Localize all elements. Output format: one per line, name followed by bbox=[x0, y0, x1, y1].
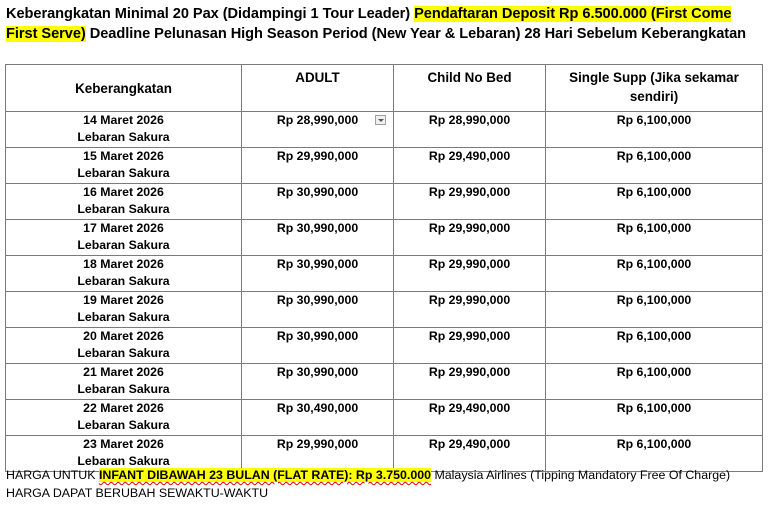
departure-label: Lebaran Sakura bbox=[77, 274, 170, 288]
single-supp-price-cell: Rp 6,100,000 bbox=[546, 292, 763, 328]
table-row bbox=[6, 256, 763, 292]
adult-price-cell bbox=[242, 184, 394, 220]
footer-suffix: Malaysia Airlines (Tipping Mandatory Free Of Charge) bbox=[431, 468, 731, 482]
table-row bbox=[6, 292, 763, 328]
adult-price-cell bbox=[242, 148, 394, 184]
single-supp-price-cell: Rp 6,100,000 bbox=[546, 256, 763, 292]
col-header-single-supp: Single Supp (Jika sekamar sendiri) bbox=[546, 65, 763, 112]
departure-date: 14 Maret 2026 bbox=[83, 113, 164, 127]
child-no-bed-price-cell: Rp 29,990,000 bbox=[394, 328, 546, 364]
departure-label: Lebaran Sakura bbox=[77, 346, 170, 360]
child-no-bed-price-cell: Rp 29,490,000 bbox=[394, 148, 546, 184]
table-row bbox=[6, 148, 763, 184]
adult-price: Rp 28,990,000 bbox=[276, 113, 359, 127]
single-supp-price-cell: Rp 6,100,000 bbox=[546, 112, 763, 148]
departure-label: Lebaran Sakura bbox=[77, 310, 170, 324]
adult-price: Rp 29,990,000 bbox=[276, 437, 359, 451]
price-change-note: HARGA DAPAT BERUBAH SEWAKTU-WAKTU bbox=[6, 486, 269, 500]
departure-date: 19 Maret 2026 bbox=[83, 293, 164, 307]
single-supp-price-cell: Rp 6,100,000 bbox=[546, 184, 763, 220]
departure-cell bbox=[6, 292, 242, 328]
departure-date: 23 Maret 2026 bbox=[83, 437, 164, 451]
price-table bbox=[5, 64, 763, 472]
departure-date: 15 Maret 2026 bbox=[83, 149, 164, 163]
table-row bbox=[6, 220, 763, 256]
table-header-row bbox=[6, 65, 763, 112]
col-header-adult: ADULT bbox=[242, 65, 394, 112]
table-row bbox=[6, 112, 763, 148]
adult-price: Rp 30,990,000 bbox=[276, 365, 359, 379]
child-no-bed-price-cell: Rp 29,990,000 bbox=[394, 184, 546, 220]
chevron-down-icon[interactable] bbox=[375, 115, 386, 125]
child-no-bed-price-cell: Rp 29,490,000 bbox=[394, 400, 546, 436]
departure-label: Lebaran Sakura bbox=[77, 130, 170, 144]
departure-cell bbox=[6, 364, 242, 400]
deposit-highlight: Pendaftaran Deposit Rp 6.500.000 (First Come First Serve) bbox=[6, 6, 732, 42]
adult-price: Rp 29,990,000 bbox=[276, 149, 359, 163]
child-no-bed-price-cell: Rp 28,990,000 bbox=[394, 112, 546, 148]
child-no-bed-price-cell: Rp 29,490,000 bbox=[394, 436, 546, 472]
departure-cell bbox=[6, 328, 242, 364]
child-no-bed-price-cell: Rp 29,990,000 bbox=[394, 220, 546, 256]
adult-price: Rp 30,990,000 bbox=[276, 221, 359, 235]
single-supp-price-cell: Rp 6,100,000 bbox=[546, 436, 763, 472]
table-row bbox=[6, 328, 763, 364]
infant-price-note bbox=[6, 467, 766, 484]
departure-label: Lebaran Sakura bbox=[77, 418, 170, 432]
adult-price-cell bbox=[242, 220, 394, 256]
departure-date: 18 Maret 2026 bbox=[83, 257, 164, 271]
departure-label: Lebaran Sakura bbox=[77, 238, 170, 252]
single-supp-price-cell: Rp 6,100,000 bbox=[546, 400, 763, 436]
header-text-1: Keberangkatan Minimal 20 Pax (Didampingi 1 Tour Leader) bbox=[6, 6, 415, 22]
departure-date: 17 Maret 2026 bbox=[83, 221, 164, 235]
adult-price: Rp 30,990,000 bbox=[276, 257, 359, 271]
departure-date: 20 Maret 2026 bbox=[83, 329, 164, 343]
departure-cell bbox=[6, 220, 242, 256]
departure-label: Lebaran Sakura bbox=[77, 382, 170, 396]
adult-price-cell bbox=[242, 328, 394, 364]
departure-label: Lebaran Sakura bbox=[77, 166, 170, 180]
footer-prefix: HARGA UNTUK bbox=[6, 468, 99, 482]
adult-price-cell[interactable] bbox=[242, 112, 394, 148]
adult-price-cell bbox=[242, 256, 394, 292]
departure-cell bbox=[6, 184, 242, 220]
table-row bbox=[6, 400, 763, 436]
child-no-bed-price-cell: Rp 29,990,000 bbox=[394, 292, 546, 328]
adult-price: Rp 30,490,000 bbox=[276, 401, 359, 415]
adult-price-cell bbox=[242, 364, 394, 400]
departure-label: Lebaran Sakura bbox=[77, 202, 170, 216]
header-text-3: Deadline Pelunasan High Season Period (New Year & Lebaran) 28 Hari Sebelum Keberangkatan bbox=[85, 25, 747, 42]
departure-label: Lebaran Sakura bbox=[77, 454, 170, 468]
departure-date: 16 Maret 2026 bbox=[83, 185, 164, 199]
single-supp-price-cell: Rp 6,100,000 bbox=[546, 328, 763, 364]
departure-cell bbox=[6, 148, 242, 184]
adult-price-cell bbox=[242, 400, 394, 436]
departure-cell bbox=[6, 400, 242, 436]
adult-price: Rp 30,990,000 bbox=[276, 185, 359, 199]
single-supp-price-cell: Rp 6,100,000 bbox=[546, 220, 763, 256]
departure-date: 21 Maret 2026 bbox=[83, 365, 164, 379]
departure-cell bbox=[6, 112, 242, 148]
adult-price: Rp 30,990,000 bbox=[276, 329, 359, 343]
child-no-bed-price-cell: Rp 29,990,000 bbox=[394, 256, 546, 292]
col-header-departure: Keberangkatan bbox=[6, 65, 242, 112]
infant-price-highlight: INFANT DIBAWAH 23 BULAN (FLAT RATE): Rp 3.750.000 bbox=[98, 468, 432, 482]
departure-date: 22 Maret 2026 bbox=[83, 401, 164, 415]
departure-cell bbox=[6, 256, 242, 292]
single-supp-price-cell: Rp 6,100,000 bbox=[546, 148, 763, 184]
adult-price: Rp 30,990,000 bbox=[276, 293, 359, 307]
header-note bbox=[6, 5, 764, 44]
table-row bbox=[6, 184, 763, 220]
child-no-bed-price-cell: Rp 29,990,000 bbox=[394, 364, 546, 400]
adult-price-cell bbox=[242, 292, 394, 328]
table-row bbox=[6, 364, 763, 400]
single-supp-price-cell: Rp 6,100,000 bbox=[546, 364, 763, 400]
col-header-child-no-bed: Child No Bed bbox=[394, 65, 546, 112]
